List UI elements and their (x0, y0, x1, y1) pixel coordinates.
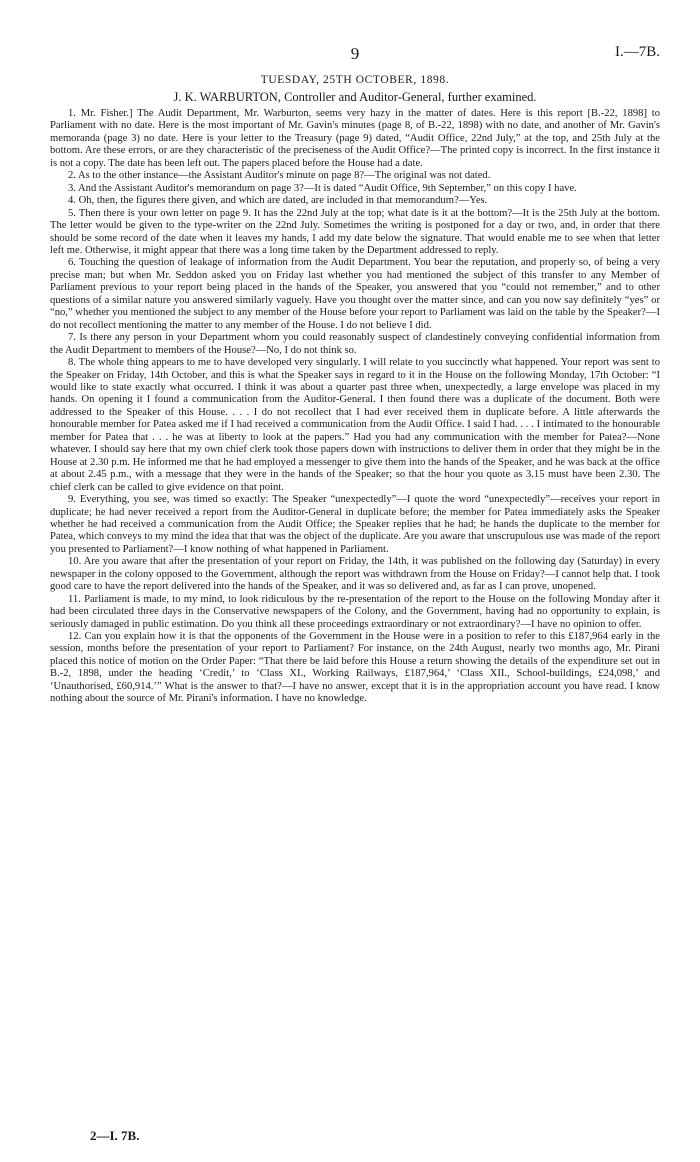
page-header (50, 44, 660, 70)
paragraph-9: 9. Everything, you see, was timed so exactly: The Speaker “unexpectedly”—I quote the word “unexpectedly”—receives your report in duplicate; he had never received a report from the Auditor-General in duplicate before; the member for Patea immediately asks the Speaker whether he had received a communication from the Audit Office; the Speaker replies that he had; he hands the duplicate to the member for Patea, which conveys to my mind the idea that that was the object of the duplicate. Are you aware that unscrupulous use was made of the report you presented to Parliament?—I know nothing of what happened in Parliament. (50, 494, 660, 555)
session-date: TUESDAY, 25TH OCTOBER, 1898. (260, 74, 450, 86)
witness-line: J. K. WARBURTON, Controller and Auditor-General, further examined. (173, 90, 537, 104)
paragraph-1: 1. Mr. Fisher.] The Audit Department, Mr. Warburton, seems very hazy in the matter of dates. Here is this report [B.-22, 1898] to Parliament with no date. Here is the most important of Mr. Gavin's minutes (page 8, of B.-22, 1898) with no date, and another of Mr. Gavin's memoranda (page 3) no date. Here is your letter to the Treasury (page 9) dated, “Audit Office, 22nd July,” at the top, and 25th July at the bottom. Are these errors, or are they characteristic of the preciseness of the Audit Office?—The printed copy is incorrect. In the first instance it is not a copy. The date has been left out. The papers placed before the House had a date. (50, 108, 660, 169)
paragraph-8: 8. The whole thing appears to me to have developed very singularly. I will relate to you succinctly what happened. Your report was sent to the Speaker on Friday, 14th October, and this is what the Speaker says in regard to it in the House on the following Monday, 17th October: “I would like to state exactly what occurred. I think it was about a quarter past three when, unexpectedly, a large envelope was placed in my hands. On opening it I found a communication from the Auditor-General. I then found there was a duplicate of the document. Both were addressed to the Speaker of this House. . . . I do not recollect that I had ever received them in duplicate before. A little afterwards the honourable member for Patea asked me if I had received a communication from the Audit Office. I said I had. . . . I intimated to the honourable member for Patea that . . . he was at liberty to look at the papers.” Had you had any communication with the member for Patea?—None whatever. I should say here that my own chief clerk took those papers down with instructions to deliver them in order that they might be in the House at 2.30 p.m. He informed me that he had employed a messenger to give them into the hands of the Speaker, and he was back at the office at about 2.45 p.m., with a message that they were in the hands of the Speaker; so that the hour you quote as 3.15 must have been 2.30. The chief clerk can be called to give evidence on that point. (50, 357, 660, 493)
document-reference: I.—7B. (615, 44, 660, 60)
page-signature: 2—I. 7B. (90, 1128, 140, 1143)
paragraph-4: 4. Oh, then, the figures there given, and which are dated, are included in that memorandum?—Yes. (68, 195, 488, 207)
paragraph-2: 2. As to the other instance—the Assistant Auditor's minute on page 8?—The original was not dated. (68, 170, 491, 182)
page-number: 9 (350, 44, 360, 63)
paragraph-11: 11. Parliament is made, to my mind, to look ridiculous by the re-presentation of the report to the House on the following Monday after it had been circulated three days in the Conservative newspapers of the Colony, and the Government, having had no opportunity to explain, is seriously damaged in public estimation. Do you think all these proceedings extraordinary or not extraordinary?—I have no opinion to offer. (50, 593, 660, 630)
testimony-body (50, 108, 660, 706)
paragraph-10: 10. Are you aware that after the presentation of your report on Friday, the 14th, it was published on the following day (Saturday) in every newspaper in the colony opposed to the Government, although the report was withdrawn from the House on Friday?—I cannot help that. I took good care to have the report delivered into the hands of the Speaker, and it was so delivered and, as far as I can prove, unopened. (50, 556, 660, 593)
paragraph-5: 5. Then there is your own letter on page 9. It has the 22nd July at the top; what date is it at the bottom?—It is the 25th July at the bottom. The letter would be given to the type-writer on the 22nd July. Sometimes the writing is postponed for a day or two, and, in order that there should be some record of the date when it leaves my hands, I add my date below the signature. That would enable me to see when that letter left me. Otherwise, it might appear that there was a long time taken by the Department addressed to reply. (50, 207, 660, 256)
paragraph-6: 6. Touching the question of leakage of information from the Audit Department. You bear the reputation, and properly so, of being a very precise man; but when Mr. Seddon asked you on Friday last whether you had mentioned the subject of this transfer to any Member of Parliament previous to your report being placed in the hands of the Speaker, you answered that you “could not remember,” and to other questions of a similar nature you answered similarly vaguely. Have you thought over the matter since, and can you now say definitely “yes” or “no,” whether you mentioned the subject to any member of the House before your report to Parliament was laid on the table by the Speaker?—I do not recollect mentioning the matter to any member of the House. I do not believe I did. (50, 257, 660, 331)
paragraph-7: 7. Is there any person in your Department whom you could reasonably suspect of clandestinely conveying confidential information from the Audit Department to members of the House?—No, I do not think so. (50, 332, 660, 356)
paragraph-12: 12. Can you explain how it is that the opponents of the Government in the House were in a position to refer to this £187,964 early in the session, months before the presentation of your report to Parliament? For instance, on the 24th August, nearly two months ago, Mr. Pirani placed this notice of motion on the Order Paper: “That there be laid before this House a return showing the details of the expenditure set out in B.-2, 1898, under the heading ‘Credit,’ to ‘Class XI., Working Railways, £187,964,’ ‘Class XII., School-buildings, £24,098,’ and ‘Unauthorised, £60,914.’” What is the answer to that?—I have no answer, except that it is in the appropriation account you have read. I know nothing about the source of Mr. Pirani's information. I have no knowledge. (50, 631, 660, 705)
paragraph-3: 3. And the Assistant Auditor's memorandum on page 3?—It is dated “Audit Office, 9th September,” on this copy I have. (68, 182, 577, 194)
